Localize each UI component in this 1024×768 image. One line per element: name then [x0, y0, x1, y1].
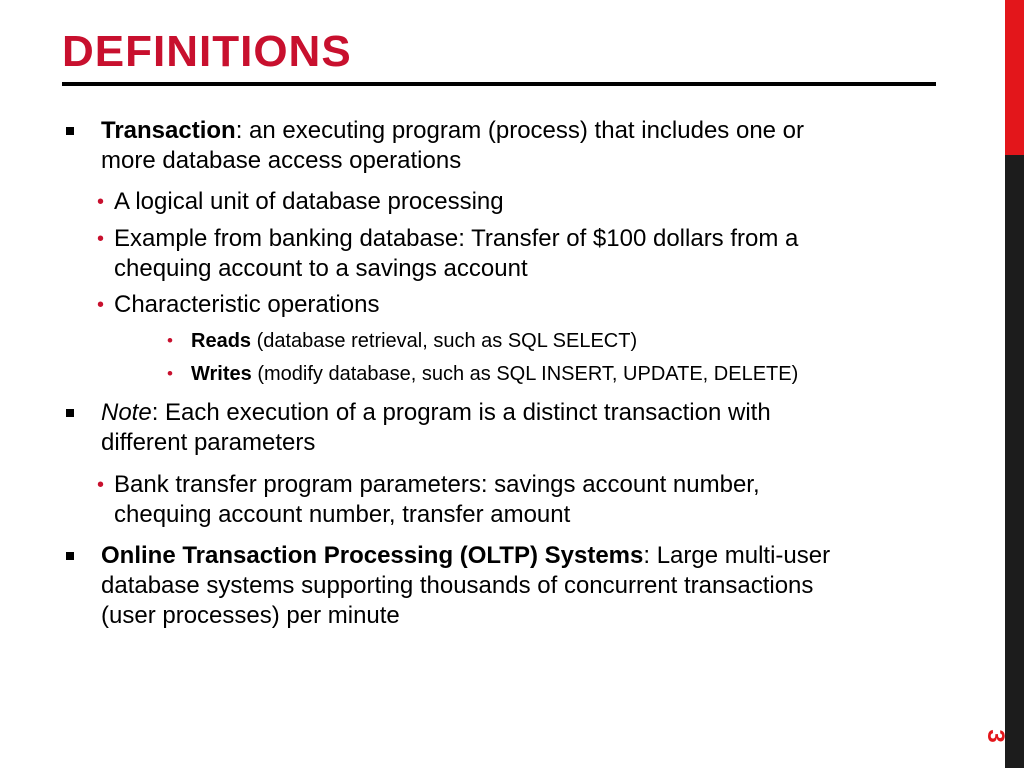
bullet-oltp-line2: database systems supporting thousands of concurrent transactions — [101, 572, 814, 599]
term-transaction: Transaction — [101, 117, 236, 144]
bullet-oltp-line1 — [101, 541, 830, 571]
term-writes: Writes — [191, 363, 252, 385]
bullet-transaction-line1 — [101, 116, 804, 146]
term-oltp: Online Transaction Processing (OLTP) Systems — [101, 542, 644, 569]
dot-bullet-icon: • — [167, 364, 173, 383]
definition-text: : an executing program (process) that includes one or — [235, 117, 805, 144]
square-bullet-icon — [66, 409, 74, 417]
dot-bullet-icon: • — [97, 191, 105, 213]
dot-bullet-icon: • — [97, 294, 105, 316]
title-underline — [62, 82, 936, 86]
dot-bullet-icon: • — [97, 474, 105, 496]
bullet-oltp-line3: (user processes) per minute — [101, 602, 400, 629]
sub-sub-bullet-writes — [191, 361, 798, 387]
reads-text: (database retrieval, such as SQL SELECT) — [251, 330, 638, 352]
sub-bullet-characteristic-operations: Characteristic operations — [114, 291, 380, 318]
sub-bullet-example-line1: Example from banking database: Transfer of $100 dollars from a — [114, 225, 799, 252]
term-note: Note — [101, 399, 152, 426]
slide-title: DEFINITIONS — [62, 27, 352, 76]
page-number: 3 — [982, 729, 1009, 743]
sidebar-accent-red — [1005, 0, 1024, 155]
sub-bullet-bank-transfer-line1: Bank transfer program parameters: savings account number, — [114, 471, 760, 498]
writes-text: (modify database, such as SQL INSERT, UPDATE, DELETE) — [251, 363, 799, 385]
dot-bullet-icon: • — [97, 228, 105, 250]
square-bullet-icon — [66, 552, 74, 560]
dot-bullet-icon: • — [167, 331, 173, 350]
sub-bullet-logical-unit: A logical unit of database processing — [114, 188, 504, 215]
term-reads: Reads — [191, 330, 252, 352]
bullet-note-line2: different parameters — [101, 429, 316, 456]
sub-bullet-example-line2: chequing account to a savings account — [114, 255, 528, 282]
square-bullet-icon — [66, 127, 74, 135]
note-text: : Each execution of a program is a distinct transaction with — [151, 399, 771, 426]
sub-sub-bullet-reads — [191, 328, 637, 354]
bullet-transaction-line2: more database access operations — [101, 147, 462, 174]
sub-bullet-bank-transfer-line2: chequing account number, transfer amount — [114, 501, 571, 528]
oltp-text: : Large multi-user — [643, 542, 831, 569]
sidebar-accent-dark — [1005, 155, 1024, 768]
bullet-note-line1 — [101, 398, 771, 428]
